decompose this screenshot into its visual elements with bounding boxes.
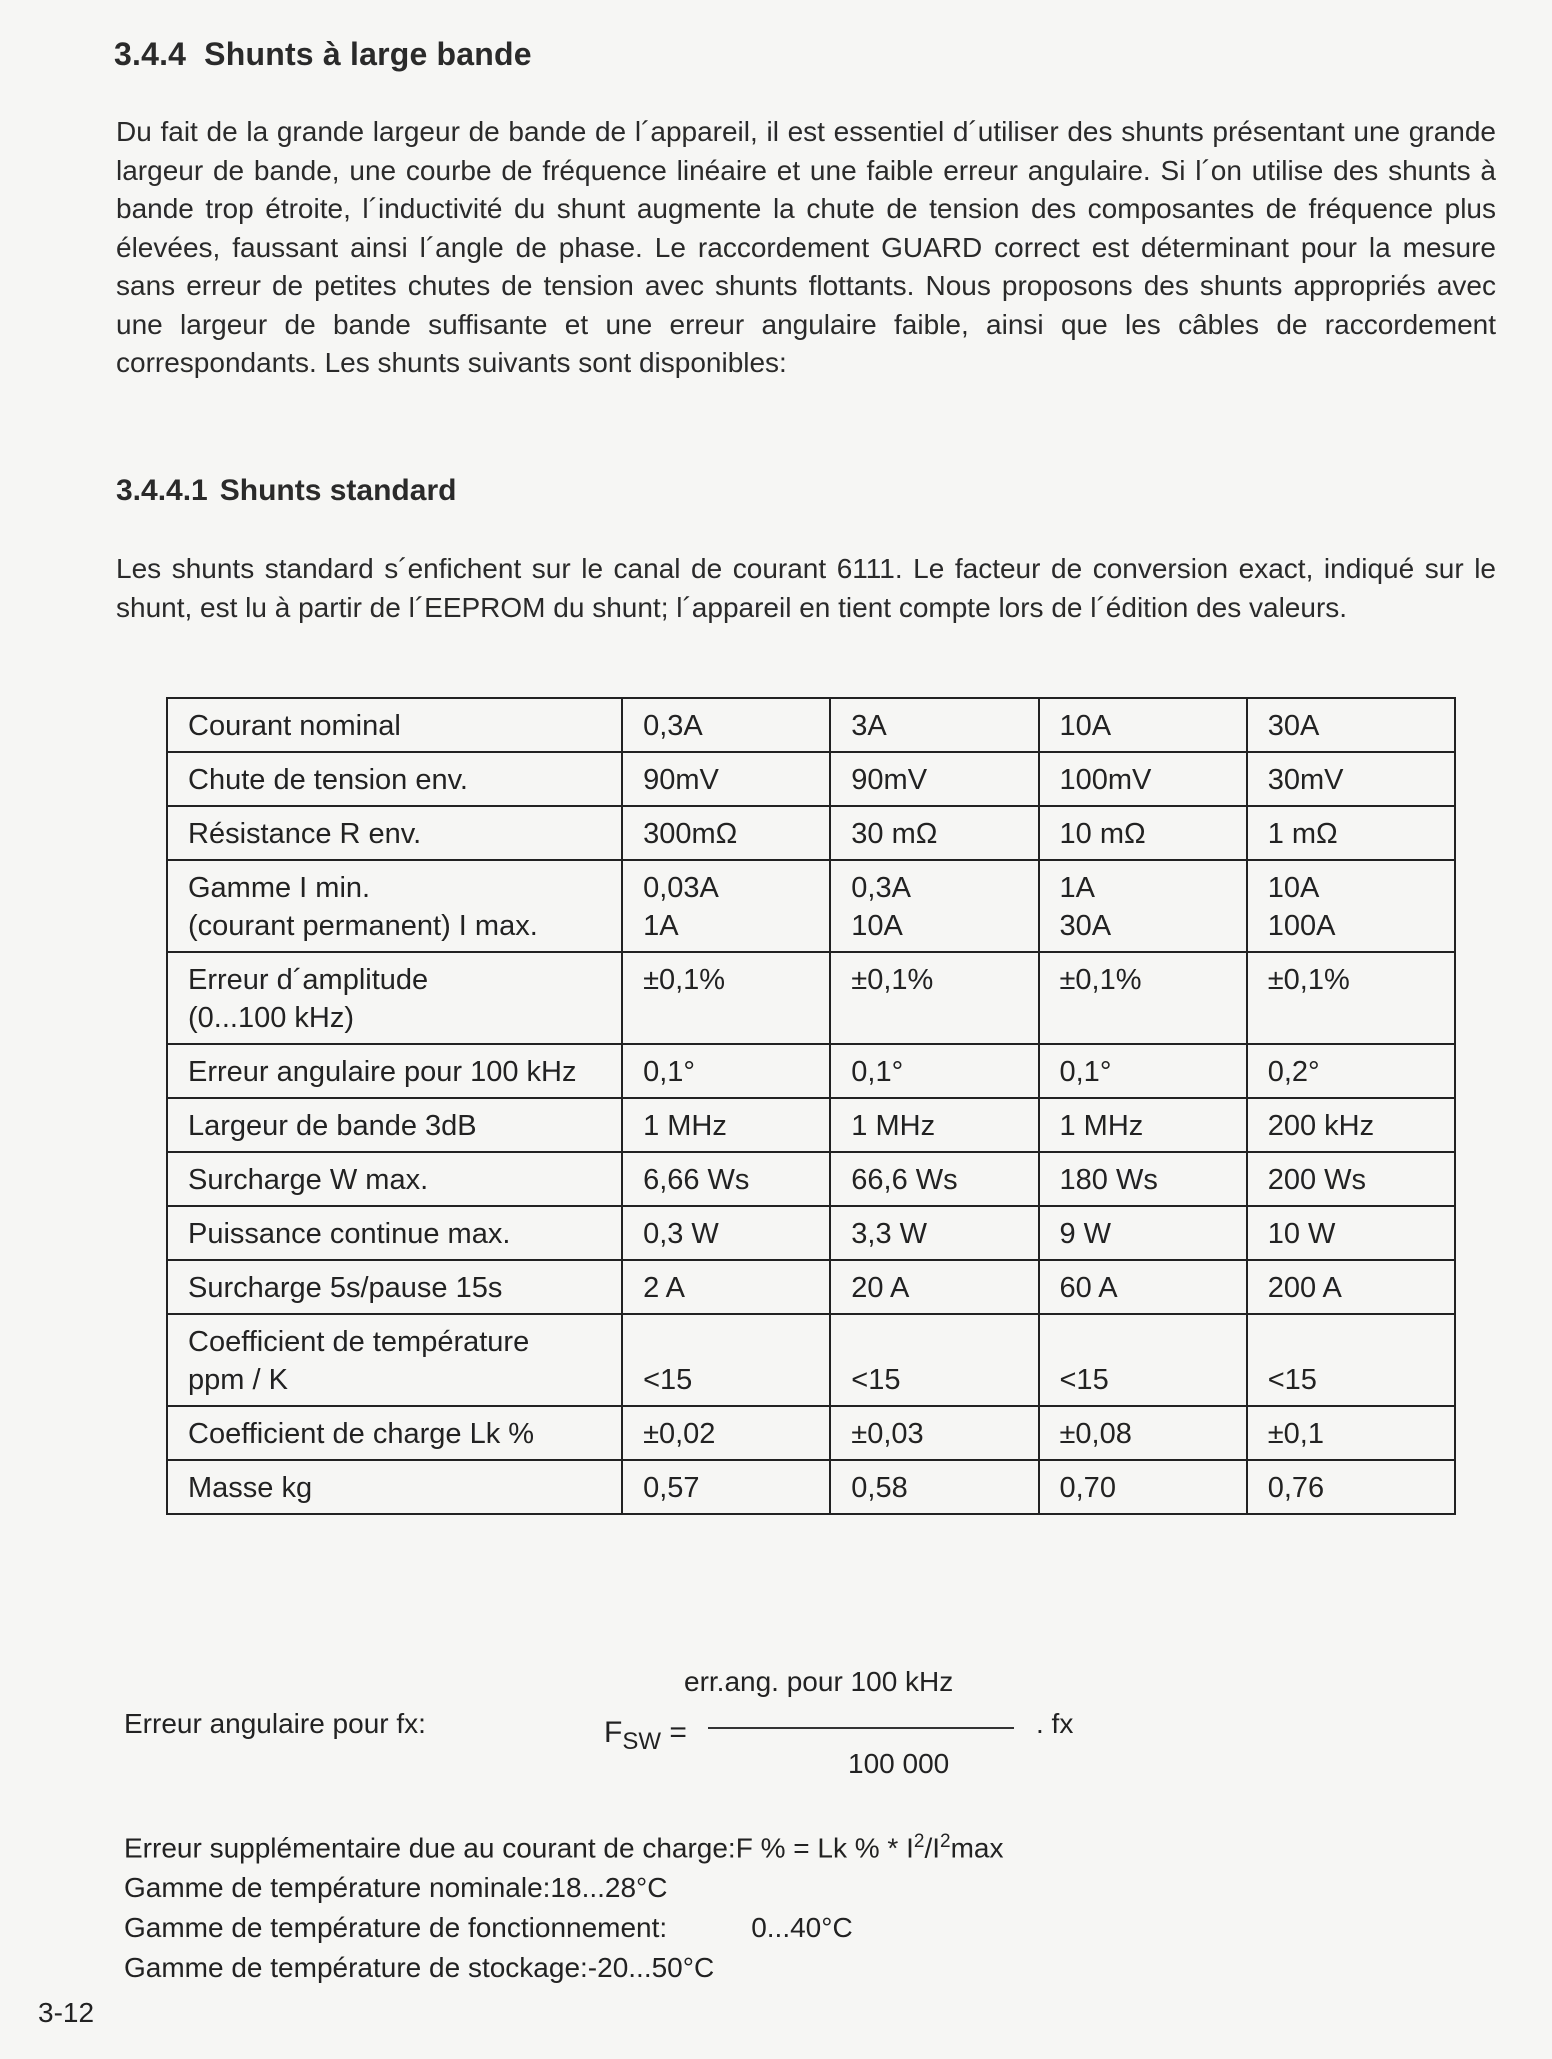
table-cell	[622, 1460, 830, 1514]
table-cell	[830, 1460, 1038, 1514]
cell-value: ±0,08	[1059, 1418, 1132, 1450]
table-cell	[1039, 1206, 1247, 1260]
table-cell	[830, 952, 1038, 1044]
fraction-bar	[708, 1727, 1014, 1729]
cell-value: 0,2°	[1267, 1056, 1320, 1088]
section-title: Shunts à large bande	[204, 36, 532, 72]
row-label-line: Largeur de bande 3dB	[188, 1110, 477, 1142]
cell-value: 10 mΩ	[1059, 818, 1146, 850]
table-row	[167, 952, 1455, 1044]
row-label	[167, 1044, 622, 1098]
table-cell	[830, 1206, 1038, 1260]
table-row	[167, 1314, 1455, 1406]
nominal-temp-range: Gamme de température nominale:18...28°C	[124, 1872, 668, 1904]
subsection-title: Shunts standard	[219, 474, 457, 507]
table-cell	[1247, 806, 1455, 860]
page-number: 3-12	[38, 1997, 95, 2028]
cell-value: ±0,1%	[1059, 964, 1142, 996]
table-cell	[1247, 1152, 1455, 1206]
row-label-line: ppm / K	[188, 1364, 288, 1396]
table-cell	[830, 1406, 1038, 1460]
cell-value: ±0,1%	[851, 964, 934, 996]
table-cell	[1039, 1152, 1247, 1206]
cell-value: 20 A	[851, 1272, 910, 1304]
cell-value: 200 kHz	[1267, 1110, 1375, 1142]
cell-value: 1 mΩ	[1267, 818, 1338, 850]
cell-value: 0,1°	[851, 1056, 904, 1088]
table-cell	[622, 1314, 830, 1406]
cell-value: ±0,02	[643, 1418, 716, 1450]
table-cell	[830, 698, 1038, 752]
row-label-line: Gamme I min.	[188, 872, 371, 904]
cell-value: 3A	[851, 710, 887, 742]
cell-value: 10A	[1059, 710, 1112, 742]
table-cell	[1039, 1406, 1247, 1460]
cell-value: 30A	[1267, 710, 1320, 742]
row-label-line: Surcharge W max.	[188, 1164, 429, 1196]
table-row	[167, 1260, 1455, 1314]
cell-value: 200 Ws	[1267, 1164, 1367, 1196]
cell-value: 10A	[851, 910, 903, 942]
cell-value: 2 A	[643, 1272, 685, 1304]
cell-value: ±0,1	[1267, 1418, 1324, 1450]
table-cell	[1247, 1260, 1455, 1314]
formula-label: Erreur angulaire pour fx:	[124, 1708, 426, 1739]
table-cell	[1247, 752, 1455, 806]
table-cell	[1039, 1460, 1247, 1514]
formula-lhs	[604, 1716, 687, 1756]
cell-value: ±0,1%	[1267, 964, 1350, 996]
cell-value: 1A	[643, 910, 679, 942]
cell-value: 30 mΩ	[851, 818, 938, 850]
operating-temp-label: Gamme de température de fonctionnement:	[124, 1912, 668, 1944]
table-row	[167, 806, 1455, 860]
table-cell	[830, 752, 1038, 806]
table-cell	[830, 1044, 1038, 1098]
row-label	[167, 952, 622, 1044]
formula-denominator: 100 000	[848, 1748, 950, 1779]
table-cell	[1247, 1406, 1455, 1460]
formula-numerator: err.ang. pour 100 kHz	[684, 1666, 954, 1697]
table-cell	[830, 1260, 1038, 1314]
cell-value: 0,1°	[1059, 1056, 1112, 1088]
table-cell	[622, 698, 830, 752]
table-row	[167, 1044, 1455, 1098]
section-number: 3.4.4	[114, 36, 187, 72]
row-label	[167, 1152, 622, 1206]
storage-temp-range: Gamme de température de stockage:-20...50°C	[124, 1952, 715, 1984]
exponent-2: 2	[940, 1831, 951, 1852]
extra-error-label: Erreur supplémentaire due au courant de charge:	[124, 1832, 736, 1864]
table-cell	[1247, 860, 1455, 952]
table-cell	[1247, 1460, 1455, 1514]
table-cell	[1039, 1044, 1247, 1098]
table-cell	[830, 1314, 1038, 1406]
table-row	[167, 1406, 1455, 1460]
row-label	[167, 1098, 622, 1152]
table-cell	[1039, 698, 1247, 752]
row-label	[167, 1206, 622, 1260]
cell-value: 300mΩ	[643, 818, 738, 850]
table-cell	[1247, 1314, 1455, 1406]
cell-value: 0,03A	[643, 872, 719, 904]
cell-value: 90mV	[851, 764, 928, 796]
cell-value: 0,3 W	[643, 1218, 719, 1250]
cell-value: 100A	[1267, 910, 1336, 942]
extra-error-formula-post: max	[950, 1832, 1004, 1864]
row-label-line: Surcharge 5s/pause 15s	[188, 1272, 503, 1304]
row-label-line: Coefficient de charge Lk %	[188, 1418, 535, 1450]
table-cell	[830, 860, 1038, 952]
shunt-specs-table	[166, 697, 1456, 1515]
cell-value: <15	[851, 1364, 901, 1396]
table-cell	[1039, 952, 1247, 1044]
table-row	[167, 1460, 1455, 1514]
table-cell	[1039, 1098, 1247, 1152]
cell-value: 3,3 W	[851, 1218, 928, 1250]
exponent-1: 2	[913, 1831, 925, 1852]
row-label	[167, 860, 622, 952]
cell-value: 0,58	[851, 1472, 908, 1504]
row-label	[167, 806, 622, 860]
table-cell	[1247, 698, 1455, 752]
table-cell	[622, 860, 830, 952]
formula-lhs-subscript: SW	[622, 1728, 661, 1755]
table-cell	[1247, 1206, 1455, 1260]
cell-value: 180 Ws	[1059, 1164, 1158, 1196]
table-cell	[1039, 752, 1247, 806]
cell-value: 100mV	[1059, 764, 1152, 796]
formula-multiplier: . fx	[1036, 1708, 1074, 1739]
table-cell	[1247, 1098, 1455, 1152]
row-label-line: (courant permanent) I max.	[188, 910, 538, 942]
cell-value: 30A	[1059, 910, 1112, 942]
operating-temp-value: 0...40°C	[751, 1912, 853, 1944]
cell-value: <15	[643, 1364, 693, 1396]
table-cell	[622, 806, 830, 860]
cell-value: 10A	[1267, 872, 1320, 904]
cell-value: 60 A	[1059, 1272, 1118, 1304]
row-label-line: Puissance continue max.	[188, 1218, 511, 1250]
table-cell	[1039, 860, 1247, 952]
row-label-line: Erreur angulaire pour 100 kHz	[188, 1056, 577, 1088]
extra-error-note	[124, 1822, 1004, 1868]
cell-value: 0,3A	[851, 872, 911, 904]
cell-value: <15	[1059, 1364, 1109, 1396]
table-cell	[830, 806, 1038, 860]
table-row	[167, 1206, 1455, 1260]
row-label-line: (0...100 kHz)	[188, 1002, 354, 1034]
subsection-number: 3.4.4.1	[116, 474, 208, 507]
cell-value: 1A	[1059, 872, 1095, 904]
cell-value: ±0,03	[851, 1418, 924, 1450]
table-cell	[622, 1406, 830, 1460]
extra-error-formula-pre: F % = Lk % * I	[735, 1832, 914, 1864]
table-cell	[830, 1098, 1038, 1152]
subsection-paragraph: Les shunts standard s´enfichent sur le canal de courant 6111. Le facteur de conversion exact, indiqué sur le shunt, est lu à partir de l´EEPROM du shunt; l´appareil en tient compte lors de l´édition des valeurs.	[116, 553, 1496, 623]
cell-value: 0,70	[1059, 1472, 1116, 1504]
operating-temp-range	[124, 1908, 1004, 1948]
row-label-line: Erreur d´amplitude	[188, 964, 429, 996]
table-cell	[830, 1152, 1038, 1206]
section-heading	[114, 36, 532, 73]
table-cell	[622, 1206, 830, 1260]
table-row	[167, 860, 1455, 952]
row-label	[167, 1460, 622, 1514]
table-cell	[1039, 1260, 1247, 1314]
table-cell	[622, 1260, 830, 1314]
cell-value: 1 MHz	[851, 1110, 936, 1142]
cell-value: ±0,1%	[643, 964, 726, 996]
row-label	[167, 1314, 622, 1406]
cell-value: 1 MHz	[1059, 1110, 1144, 1142]
table-cell	[622, 1044, 830, 1098]
cell-value: 0,57	[643, 1472, 700, 1504]
section-paragraph: Du fait de la grande largeur de bande de l´appareil, il est essentiel d´utiliser des shunts présentant une grande largeur de bande, une courbe de fréquence linéaire et une faible erreur angulaire. Si l´on utilise des shunts à bande trop étroite, l´inductivité du shunt augmente la chute de tension des composantes de fréquence plus élevées, faussant ainsi l´angle de phase. Le raccordement GUARD correct est déterminant pour la mesure sans erreur de petites chutes de tension avec shunts flottants. Nous proposons des shunts appropriés avec une largeur de bande suffisante et une erreur angulaire faible, ainsi que les câbles de raccordement correspondants. Les shunts suivants sont disponibles:	[116, 116, 1496, 378]
formula-lhs-symbol: F	[604, 1716, 623, 1749]
cell-value: 0,76	[1267, 1472, 1325, 1504]
cell-value: 6,66 Ws	[643, 1164, 750, 1196]
cell-value: 0,3A	[643, 710, 703, 742]
table-cell	[1039, 806, 1247, 860]
cell-value: 30mV	[1267, 764, 1344, 796]
table-cell	[1247, 952, 1455, 1044]
table-cell	[622, 1098, 830, 1152]
table-cell	[1247, 1044, 1455, 1098]
cell-value: 90mV	[643, 764, 719, 796]
cell-value: 200 A	[1267, 1272, 1342, 1304]
row-label	[167, 1260, 622, 1314]
subsection-heading	[116, 474, 456, 508]
cell-value: 66,6 Ws	[851, 1164, 958, 1196]
notes-block	[124, 1822, 1004, 1988]
row-label-line: Masse kg	[188, 1472, 313, 1504]
table-row	[167, 698, 1455, 752]
extra-error-formula-mid: /I	[924, 1832, 941, 1864]
formula-equals: =	[669, 1716, 687, 1749]
table-row	[167, 1098, 1455, 1152]
cell-value: 0,1°	[643, 1056, 695, 1088]
table-row	[167, 752, 1455, 806]
table-cell	[1039, 1314, 1247, 1406]
cell-value: <15	[1267, 1364, 1317, 1396]
row-label	[167, 1406, 622, 1460]
table-cell	[622, 1152, 830, 1206]
row-label-line: Courant nominal	[188, 710, 401, 742]
table-row	[167, 1152, 1455, 1206]
cell-value: 1 MHz	[643, 1110, 727, 1142]
row-label	[167, 752, 622, 806]
table-cell	[622, 752, 830, 806]
row-label	[167, 698, 622, 752]
row-label-line: Chute de tension env.	[188, 764, 468, 796]
table-cell	[622, 952, 830, 1044]
row-label-line: Résistance R env.	[188, 818, 422, 850]
row-label-line: Coefficient de température	[188, 1326, 530, 1358]
cell-value: 10 W	[1267, 1218, 1336, 1250]
cell-value: 9 W	[1059, 1218, 1112, 1250]
